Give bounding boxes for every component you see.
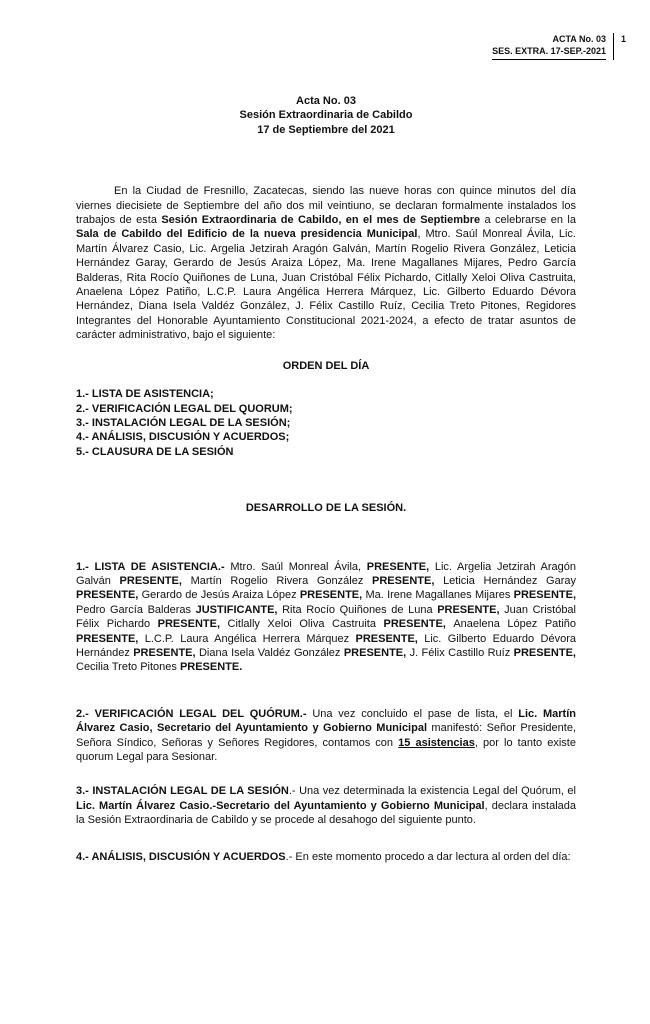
text-segment: PRESENTE, [383,618,454,631]
text-segment: Martín Rogelio Rivera González [190,574,373,587]
text-segment: Lic. Gilberto Eduardo Dévora Hernández [76,632,576,659]
text-segment: Diana Isela Valdéz González [198,646,344,659]
text-segment: Pedro García Balderas [76,603,196,616]
title-date-line: 17 de Septiembre del 2021 [257,123,395,136]
section-analisis-acuerdos [76,850,576,864]
text-segment: 2.- VERIFICACIÓN LEGAL DEL QUÓRUM.- [76,707,313,720]
text-segment: PRESENTE, [299,589,366,602]
text-segment: Sesión Extraordinaria de Cabildo, en el mes de Septiembre [161,214,481,227]
text-segment: Lic. Martín Álvarez Casio.-Secretario del Ayuntamiento y Gobierno Municipal [76,799,485,812]
text-segment: 3.- INSTALACIÓN LEGAL DE LA SESIÓN [76,785,289,798]
text-segment: 4.- ANÁLISIS, DISCUSIÓN Y ACUERDOS [76,850,286,863]
orden-item: 5.- CLAUSURA DE LA SESIÓN [76,445,234,458]
text-segment: Ma. Irene Magallanes Mijares [365,589,514,602]
text-segment: PRESENTE, [76,632,145,645]
text-segment: Rita Rocío Quiñones de Luna [282,603,438,616]
text-segment: Una vez concluido el pase de lista, el [312,707,519,720]
text-segment: Lic. Argelia Jetzirah Aragón Galván [76,560,577,587]
orden-del-dia-heading: ORDEN DEL DÍA [282,359,370,372]
text-segment: PRESENTE, [513,589,577,602]
text-segment: Cecilia Treto Pitones [76,661,180,674]
text-segment: , por lo tanto existe quorum Legal para Sesionar. [76,736,576,763]
orden-del-dia-list [76,387,576,459]
text-segment: PRESENTE, [119,574,191,587]
title-session-line: Sesión Extraordinaria de Cabildo [239,109,413,122]
page-header [492,33,626,60]
text-segment: 1.- LISTA DE ASISTENCIA.- [76,560,231,573]
text-segment: JUSTIFICANTE, [195,603,283,616]
title-acta-line: Acta No. 03 [296,95,356,107]
text-segment: PRESENTE, [366,560,430,573]
text-segment: .- Una vez determinada la existencia Legal del Quórum, el [288,785,576,798]
text-segment: , declara instalada la Sesión Extraordinaria de Cabildo y se procede al desahogo del siguiente punto. [76,799,576,827]
text-segment: Lic. Martín Álvarez Casio, Secretario del Ayuntamiento y Gobierno Municipal [76,707,576,735]
text-segment: Juan Cristóbal Félix Pichardo [76,603,576,631]
document-title [76,94,576,137]
orden-item: 2.- VERIFICACIÓN LEGAL DEL QUORUM; [76,402,293,415]
text-segment: L.C.P. Laura Angélica Herrera Márquez [144,632,356,645]
text-segment: manifestó: Señor Presidente, Señora Síndico, Señoras y Señores Regidores, contamos con [76,722,576,749]
text-segment: PRESENTE, [133,646,199,659]
orden-item: 3.- INSTALACIÓN LEGAL DE LA SESIÓN; [76,416,291,429]
text-segment: J. Félix Castillo Ruíz [409,646,514,659]
section-instalacion-legal [76,784,576,827]
text-segment: PRESENTE, [76,589,142,602]
header-left-block [492,33,606,60]
text-segment: Anaelena López Patiño [453,618,577,631]
intro-paragraph [76,184,576,342]
section-verificacion-quorum [76,707,576,765]
text-segment: PRESENTE, [372,574,444,587]
text-segment: a celebrarse en la [480,214,576,227]
text-segment: .- En este momento procedo a dar lectura al orden del día: [285,850,571,863]
text-segment: Gerardo de Jesús Araiza López [141,589,300,602]
text-segment: Mtro. Saúl Monreal Ávila, [230,560,367,573]
text-segment: Sala de Cabildo del Edificio de la nueva presidencia Municipal [76,228,418,241]
desarrollo-heading: DESARROLLO DE LA SESIÓN. [245,502,407,515]
text-segment: PRESENTE, [157,618,228,631]
orden-item: 4.- ANÁLISIS, DISCUSIÓN Y ACUERDOS; [76,431,290,444]
header-session-info: SES. EXTRA. 17-SEP.-2021 [492,46,606,56]
text-segment: Leticia Hernández Garay [443,574,576,587]
text-segment: En la Ciudad de Fresnillo, Zacatecas, siendo las nueve horas con quince minutos del día viernes diecisiete de Septiembre del año dos mil veintiuno, se declaran formalmente instalados los trabajos de esta [76,185,576,227]
text-segment: 15 asistencias [398,736,475,749]
section-lista-asistencia [76,560,576,675]
text-segment: PRESENTE, [513,646,576,659]
text-segment: PRESENTE, [343,646,410,659]
header-acta-number: ACTA No. 03 [552,34,606,44]
text-segment: Citlally Xeloi Oliva Castruita [227,618,384,631]
text-segment: PRESENTE. [179,661,243,674]
header-page-number: 1 [613,33,626,60]
orden-item: 1.- LISTA DE ASISTENCIA; [76,388,214,401]
text-segment: , Mtro. Saúl Monreal Ávila, Lic. Martín Álvarez Casio, Lic. Argelia Jetzirah Aragón Galván, Martín Rogelio Rivera González, Leticia Hernández Garay, Gerardo de Jesús Araiza López, Ma. Irene Magallanes Mijares, Pedro García Balderas, Rita Rocío Quiñones de Luna, Juan Cristóbal Félix Pichardo, Citlally Xeloi Oliva Castruita, Anaelena López Patiño, L.C.P. Laura Angélica Herrera Márquez, Lic. Gilberto Eduardo Dévora Hernández, Diana Isela Valdéz González, J. Félix Castillo Ruíz, Cecilia Treto Pitones, Regidores Integrantes del Honorable Ayuntamiento Constitucional 2021-2024, a efecto de tratar asuntos de carácter administrativo, bajo el siguiente: [76,228,576,342]
text-segment: PRESENTE, [437,603,505,616]
text-segment: PRESENTE, [355,632,425,645]
